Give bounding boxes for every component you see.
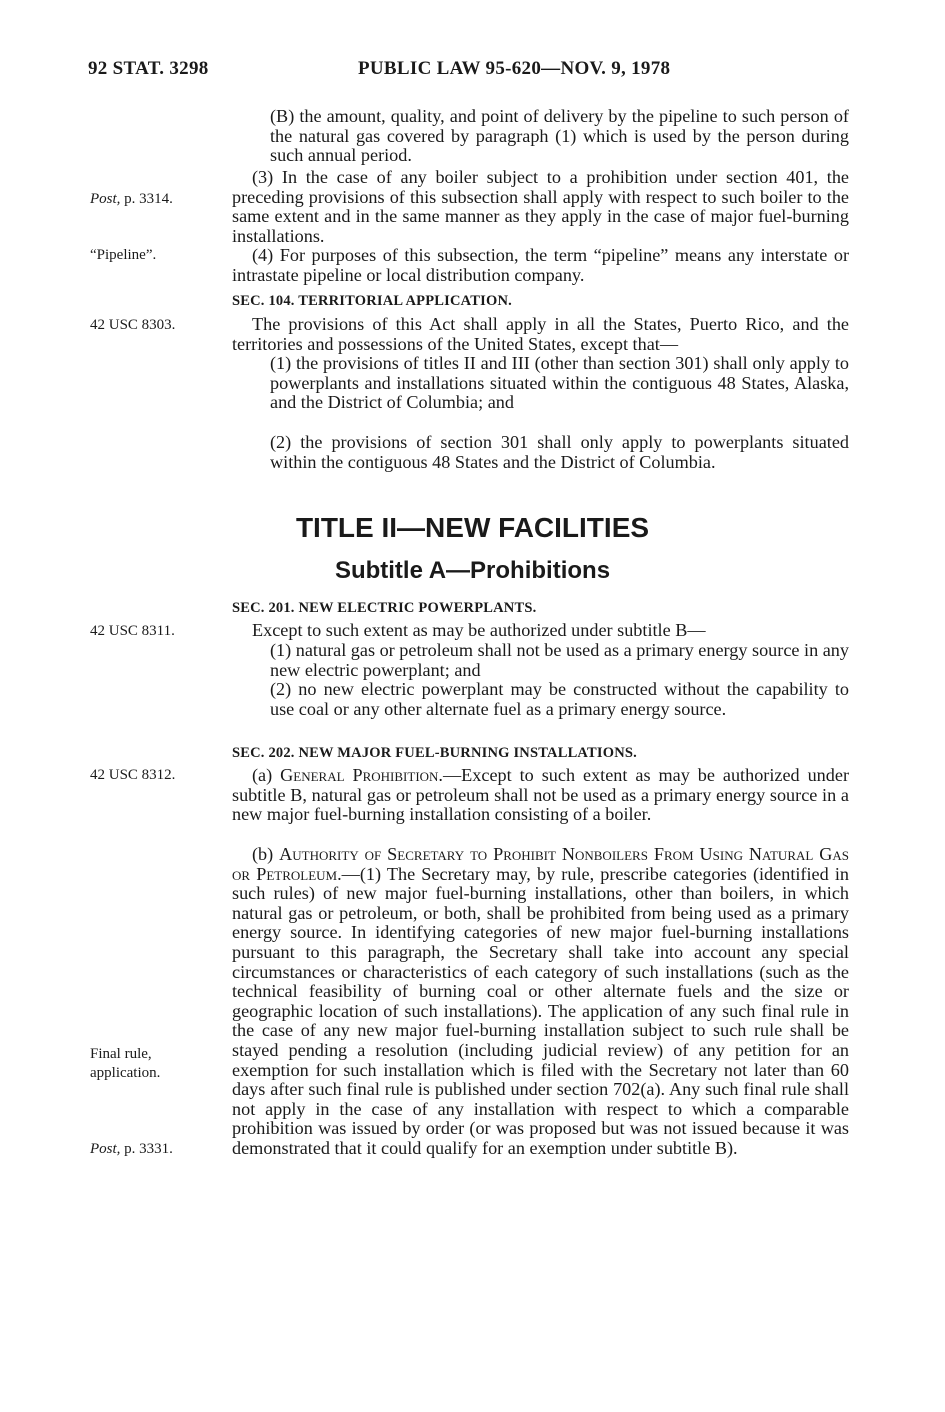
section-202-subsection-b xyxy=(232,845,849,1159)
margin-note-post-3314 xyxy=(90,190,173,209)
section-201-item-2: (2) no new electric powerplant may be constructed without the capability to use coal or any other alternate fuel as a primary energy source. xyxy=(270,679,849,719)
margin-note-usc-8303: 42 USC 8303. xyxy=(90,317,176,333)
section-104-item-1: (1) the provisions of titles II and III (other than section 301) shall only apply to powerplants and installations situated within the contiguous 48 States, Alaska, and the District of Columbia; and xyxy=(270,353,849,413)
subsection-b-label: (b) xyxy=(252,844,280,864)
margin-note-page: p. 3314. xyxy=(120,191,173,207)
margin-note-usc-8312: 42 USC 8312. xyxy=(90,767,176,783)
margin-note-final-rule-line1: Final rule, xyxy=(90,1046,152,1062)
section-104-body: The provisions of this Act shall apply in all the States, Puerto Rico, and the territories and possessions of the United States, except that— xyxy=(232,314,849,354)
section-201-body: Except to such extent as may be authorized under subtitle B— xyxy=(252,620,706,640)
section-202-subsection-a xyxy=(232,766,849,825)
running-head: PUBLIC LAW 95-620—NOV. 9, 1978 xyxy=(358,58,671,79)
margin-note-post-italic: Post, xyxy=(90,191,121,207)
paragraph-4-pipeline-definition: (4) For purposes of this subsection, the term “pipeline” means any interstate or intrastate pipeline or local distribution company. xyxy=(232,245,849,285)
margin-note-final-rule xyxy=(90,1045,160,1083)
margin-note-usc-8311: 42 USC 8311. xyxy=(90,623,175,639)
section-104-heading: SEC. 104. TERRITORIAL APPLICATION. xyxy=(232,293,512,309)
section-201-item-1: (1) natural gas or petroleum shall not be used as a primary energy source in any new electric powerplant; and xyxy=(270,640,849,680)
subsection-a-label: (a) xyxy=(252,765,281,785)
subsection-b-caption: Authority of Secretary to Prohibit Nonboilers From Using Natural Gas or Petroleum. xyxy=(232,844,849,884)
margin-note-post-3331 xyxy=(90,1140,173,1159)
subsection-a-caption: General Prohibition. xyxy=(280,765,443,785)
section-202-heading: SEC. 202. NEW MAJOR FUEL-BURNING INSTALLATIONS. xyxy=(232,745,637,761)
paragraph-b-pipeline: (B) the amount, quality, and point of delivery by the pipeline to such person of the natural gas covered by paragraph (1) which is used by the person during such annual period. xyxy=(270,106,849,166)
margin-note-pipeline: “Pipeline”. xyxy=(90,247,157,263)
title-ii-heading: TITLE II—NEW FACILITIES xyxy=(295,512,650,543)
section-104-item-2: (2) the provisions of section 301 shall only apply to powerplants situated within the contiguous 48 States and the District of Columbia. xyxy=(270,432,849,472)
margin-note-final-rule-line2: application. xyxy=(90,1065,161,1081)
subtitle-a-heading: Subtitle A—Prohibitions xyxy=(334,557,611,584)
subsection-b-text: —(1) The Secretary may, by rule, prescribe categories (identified in such rules) of new major fuel-burning installations, other than boilers, in which natural gas or petroleum, or both, shall be prohibited from being used as a primary energy source. In identifying categories of new major fuel-burning installations pursuant to this paragraph, the Secretary shall take into account any special circumstances or characteristics of each category of such installations (such as the technical feasibility of burning coal or other alternate fuels and the size or geographic location of such installations). The application of any such final rule in the case of any new major fuel-burning installation subject to such rule shall be stayed pending a resolution (including judicial review) of any petition for an exemption for such installation which is filed with the Secretary not later than 60 days after such final rule is published under section 702(a). Any such final rule shall not apply in the case of any installation with respect to which a comparable prohibition was issued by order (or was proposed but was not issued because it was demonstrated that it could qualify for an exemption under subtitle B). xyxy=(232,863,849,1158)
section-201-heading: SEC. 201. NEW ELECTRIC POWERPLANTS. xyxy=(232,600,537,616)
paragraph-3-boiler: (3) In the case of any boiler subject to a prohibition under section 401, the preceding provisions of this subsection shall apply with respect to such boiler to the same extent and in the same manner as they apply in the case of major fuel-burning installations. xyxy=(232,167,849,246)
margin-note-page: p. 3331. xyxy=(120,1141,173,1157)
subsection-a-text: —Except to such extent as may be authorized under subtitle B, natural gas or petroleum shall not be used as a primary energy source in a new major fuel-burning installation consisting of a boiler. xyxy=(232,765,849,825)
statute-page-number: 92 STAT. 3298 xyxy=(88,58,209,79)
margin-note-post-italic: Post, xyxy=(90,1141,121,1157)
